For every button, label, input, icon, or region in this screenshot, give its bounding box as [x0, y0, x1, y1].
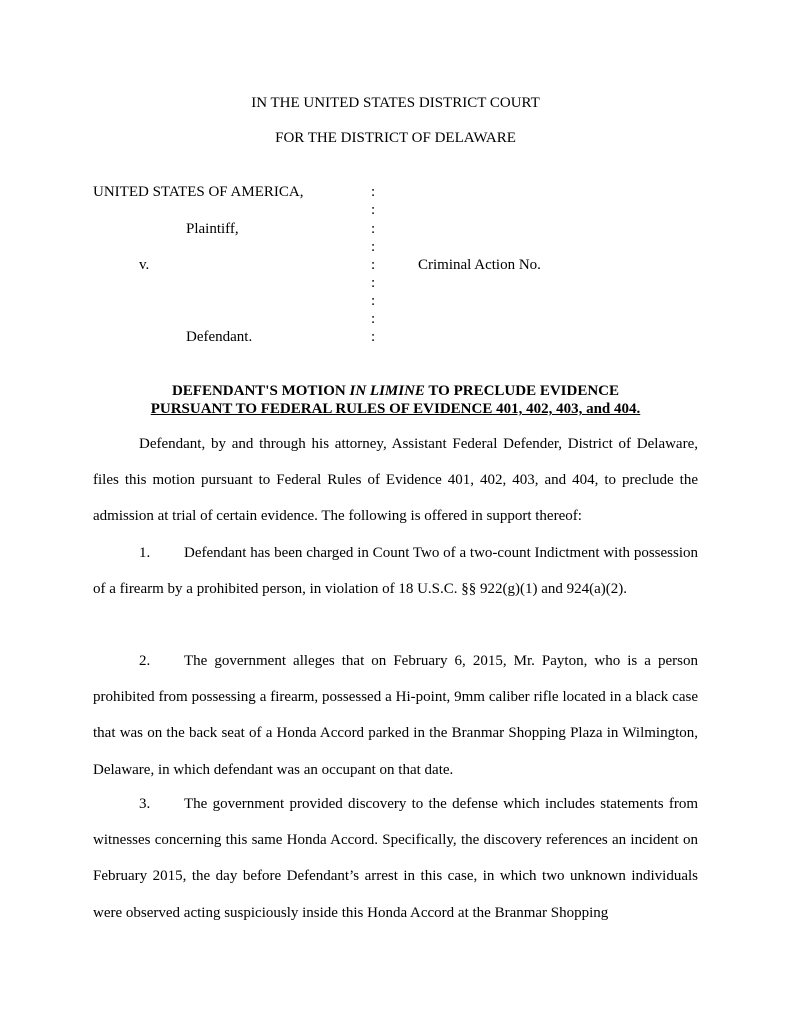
- paragraph-text: The government provided discovery to the defense which includes statements from witnesses concerning this same Honda Accord. Specifically, the discovery references an incident on February 2015, the day before Defendant’s arrest in this case, in which two unknown individuals were observed acting suspiciously inside this Honda Accord at the Branmar Shopping: [93, 796, 698, 921]
- motion-title-italic: IN LIMINE: [349, 383, 425, 399]
- motion-title-line2: PURSUANT TO FEDERAL RULES OF EVIDENCE 401, 402, 403, and 404.: [150, 401, 641, 417]
- intro-text: Defendant, by and through his attorney, Assistant Federal Defender, District of Delaware, files this motion pursuant to Federal Rules of Evidence 401, 402, 403, and 404, to preclude the admission at trial of certain evidence. The following is offered in support thereof:: [93, 436, 698, 525]
- paragraph-text: The government alleges that on February 6, 2015, Mr. Payton, who is a person prohibited from possessing a firearm, possessed a Hi-point, 9mm caliber rifle located in a black case that was on the back seat of a Honda Accord parked in the Branmar Shopping Plaza in Wilmington, Delaware, in which defendant was an occupant on that date.: [93, 653, 698, 778]
- numbered-paragraph-3: [93, 786, 698, 931]
- numbered-paragraph-1: [93, 535, 698, 607]
- defendant-role: Defendant.: [186, 329, 253, 345]
- motion-title-part2: TO PRECLUDE EVIDENCE: [424, 383, 620, 399]
- paragraph-number: 1.: [139, 545, 151, 561]
- intro-paragraph: [93, 426, 698, 535]
- motion-title-line1: [0, 384, 791, 399]
- versus: v.: [139, 257, 150, 273]
- caption-separator: :: [371, 293, 376, 309]
- paragraph-number: 2.: [139, 653, 151, 669]
- caption-separator: :: [371, 184, 376, 200]
- court-heading-line1: IN THE UNITED STATES DISTRICT COURT: [251, 95, 540, 111]
- caption-separator: :: [371, 239, 376, 255]
- caption-separator: :: [371, 221, 376, 237]
- plaintiff-role: Plaintiff,: [186, 221, 239, 237]
- plaintiff-name: UNITED STATES OF AMERICA,: [93, 184, 304, 200]
- caption-separator: :: [371, 275, 376, 291]
- paragraph-text: Defendant has been charged in Count Two of a two-count Indictment with possession of a firearm by a prohibited person, in violation of 18 U.S.C. §§ 922(g)(1) and 924(a)(2).: [93, 545, 698, 598]
- numbered-paragraph-2: [93, 643, 698, 788]
- caption-separator: :: [371, 202, 376, 218]
- paragraph-number: 3.: [139, 796, 151, 812]
- caption-separator: :: [371, 329, 376, 345]
- motion-title-part1: DEFENDANT'S MOTION: [171, 383, 350, 399]
- caption-separator: :: [371, 311, 376, 327]
- caption-separator: :: [371, 257, 376, 273]
- court-heading-line2: FOR THE DISTRICT OF DELAWARE: [275, 130, 516, 146]
- criminal-action-label: Criminal Action No.: [418, 257, 541, 273]
